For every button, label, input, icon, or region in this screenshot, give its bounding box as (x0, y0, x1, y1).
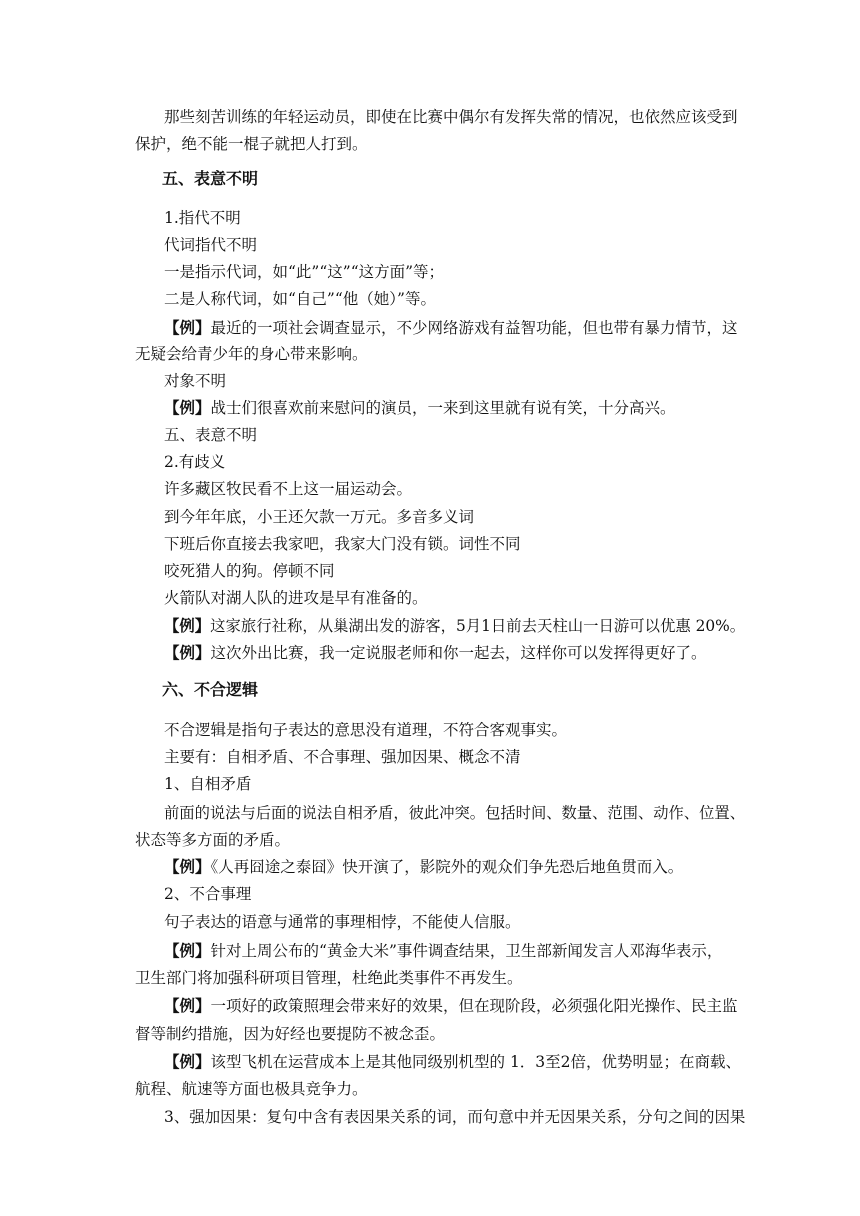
paragraph-line: 3、强加因果：复句中含有表因果关系的词，而句意中并无因果关系，分句之间的因果 (164, 1108, 746, 1126)
example-tag: 【例】 (164, 1052, 211, 1071)
paragraph-line: 句子表达的语意与通常的事理相悖，不能使人信服。 (164, 913, 521, 931)
example-text: 这次外出比赛，我一定说服老师和你一起去，这样你可以发挥得更好了。 (210, 644, 707, 662)
example-tag: 【例】 (164, 941, 211, 960)
paragraph-line: 督等制约措施，因为好经也要提防不被念歪。 (135, 1025, 446, 1043)
example-text: 一项好的政策照理会带来好的效果，但在现阶段，必须强化阳光操作、民主监 (210, 997, 738, 1015)
paragraph-line: 五、表意不明 (164, 426, 258, 444)
example-text: 《人再囧途之泰囧》快开演了，影院外的观众们争先恐后地鱼贯而入。 (210, 858, 684, 876)
example-text: 针对上周公布的“黄金大米”事件调查结果，卫生部新闻发言人邓海华表示， (210, 942, 723, 960)
example-line (164, 318, 738, 338)
paragraph-line: 许多藏区牧民看不上这一届运动会。 (164, 480, 413, 498)
example-tag: 【例】 (164, 857, 211, 876)
section-heading: 五、表意不明 (162, 169, 259, 188)
example-text: 该型飞机在运营成本上是其他同级别机型的 1．3至2倍，优势明显；在商载、 (210, 1053, 742, 1071)
example-text: 战士们很喜欢前来慰问的演员，一来到这里就有说有笑，十分高兴。 (210, 399, 676, 417)
paragraph-line: 那些刻苦训练的年轻运动员，即使在比赛中偶尔有发挥失常的情况，也依然应该受到 (164, 108, 738, 126)
paragraph-line: 航程、航速等方面也极具竞争力。 (135, 1080, 368, 1098)
example-line (164, 941, 722, 961)
example-line (164, 643, 707, 663)
example-line (164, 996, 738, 1016)
paragraph-line: 无疑会给青少年的身心带来影响。 (135, 345, 368, 363)
paragraph-line: 卫生部门将加强科研项目管理，杜绝此类事件不再发生。 (135, 969, 523, 987)
example-text: 最近的一项社会调查显示，不少网络游戏有益智功能，但也带有暴力情节，这 (210, 319, 738, 337)
subheading: 2.有歧义 (164, 453, 226, 471)
paragraph-line: 对象不明 (164, 372, 227, 390)
paragraph-line: 保护，绝不能一棍子就把人打到。 (135, 135, 368, 153)
subheading: 1.指代不明 (164, 209, 241, 227)
example-line (164, 398, 676, 418)
section-heading: 六、不合逻辑 (162, 680, 259, 699)
paragraph-line: 不合逻辑是指句子表达的意思没有道理，不符合客观事实。 (164, 721, 568, 739)
example-tag: 【例】 (164, 318, 211, 337)
example-tag: 【例】 (164, 616, 211, 635)
subheading: 1、自相矛盾 (164, 775, 252, 793)
paragraph-line: 火箭队对湖人队的进攻是早有准备的。 (164, 589, 428, 607)
example-tag: 【例】 (164, 996, 211, 1015)
paragraph-line: 二是人称代词，如“自己”“他（她）”等。 (164, 290, 436, 308)
subheading: 2、不合事理 (164, 885, 252, 903)
example-line (164, 616, 745, 636)
paragraph-line: 一是指示代词，如“此”“这”“这方面”等； (164, 263, 445, 281)
example-tag: 【例】 (164, 643, 211, 662)
example-line (164, 857, 683, 877)
example-line (164, 1052, 741, 1072)
paragraph-line: 咬死猎人的狗。停顿不同 (164, 562, 335, 580)
example-tag: 【例】 (164, 398, 211, 417)
paragraph-line: 到今年年底，小王还欠款一万元。多音多义词 (164, 508, 475, 526)
paragraph-line: 主要有：自相矛盾、不合事理、强加因果、概念不清 (164, 748, 521, 766)
example-text: 这家旅行社称，从巢湖出发的游客，5月1日前去天柱山一日游可以优惠 20%。 (210, 617, 746, 635)
paragraph-line: 下班后你直接去我家吧，我家大门没有锁。词性不同 (164, 535, 521, 553)
paragraph-line: 状态等多方面的矛盾。 (135, 831, 291, 849)
paragraph-line: 代词指代不明 (164, 236, 258, 254)
paragraph-line: 前面的说法与后面的说法自相矛盾，彼此冲突。包括时间、数量、范围、动作、位置、 (164, 804, 746, 822)
